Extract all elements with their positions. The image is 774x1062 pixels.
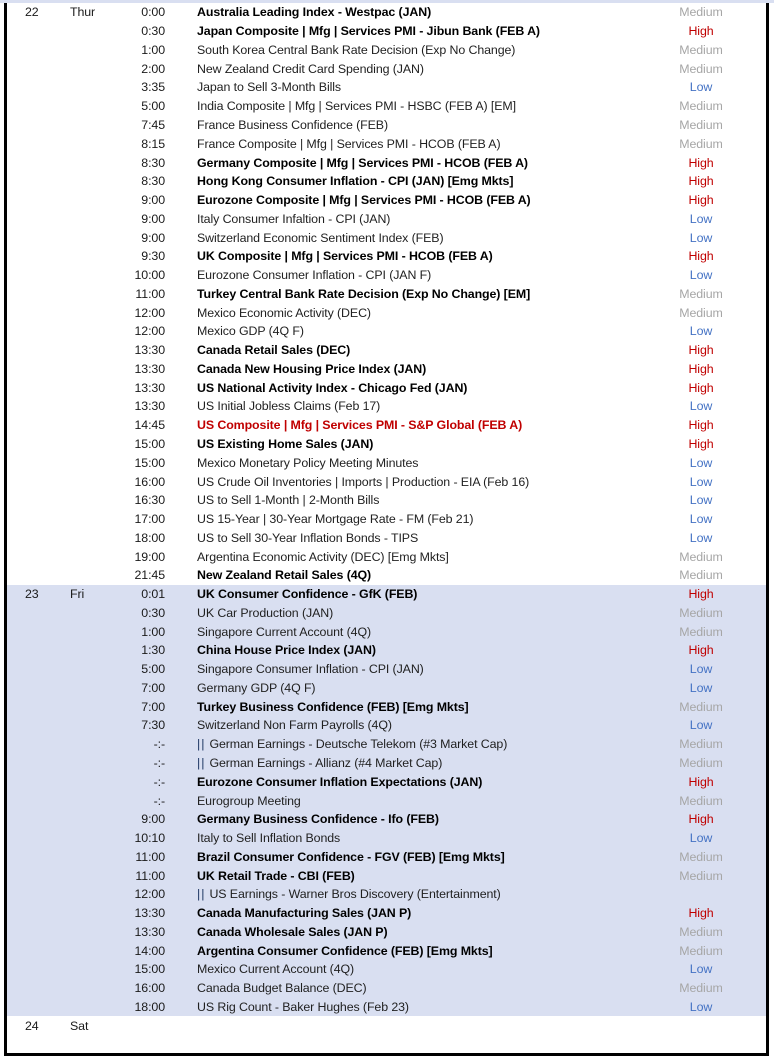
event-title-text: Argentina Consumer Confidence (FEB) [Emg Mkts] xyxy=(197,943,493,958)
event-title-text: France Business Confidence (FEB) xyxy=(197,117,389,132)
event-title xyxy=(197,756,636,770)
event-row[interactable] xyxy=(7,435,766,454)
event-title-text: Italy Consumer Infaltion - CPI (JAN) xyxy=(197,211,391,226)
importance-level: High xyxy=(688,361,714,376)
event-time: 0:01 xyxy=(141,587,165,602)
event-title-text: UK Composite | Mfg | Services PMI - HCOB (FEB A) xyxy=(197,249,493,264)
importance-level: Low xyxy=(689,662,713,677)
event-row[interactable] xyxy=(7,510,766,529)
event-time: 12:00 xyxy=(134,324,165,339)
event-row[interactable] xyxy=(7,547,766,566)
event-title xyxy=(197,850,636,864)
event-time: 9:00 xyxy=(141,193,165,208)
event-title xyxy=(197,231,636,245)
event-title xyxy=(197,249,636,263)
event-time: 15:00 xyxy=(134,962,165,977)
event-title xyxy=(197,137,636,151)
event-row[interactable] xyxy=(7,923,766,942)
event-time: 11:00 xyxy=(135,849,165,864)
event-title-text: German Earnings - Deutsche Telekom (#3 Market Cap) xyxy=(209,737,508,752)
importance-level: High xyxy=(688,587,714,602)
event-title xyxy=(197,62,636,76)
event-title-text: France Composite | Mfg | Services PMI - HCOB (FEB A) xyxy=(197,136,501,151)
day-name: Sat xyxy=(70,1018,89,1033)
importance-level: High xyxy=(688,774,714,789)
event-row[interactable] xyxy=(7,22,766,41)
event-time: 7:30 xyxy=(141,718,165,733)
importance-level: Low xyxy=(689,680,713,695)
event-title xyxy=(197,625,636,639)
earnings-pipe-marker: || xyxy=(197,737,206,752)
event-time: 16:00 xyxy=(134,474,165,489)
event-time: 12:00 xyxy=(134,887,165,902)
event-title-text: Japan to Sell 3-Month Bills xyxy=(197,80,341,95)
event-title-text: Switzerland Economic Sentiment Index (FEB) xyxy=(197,230,444,245)
importance-level: Low xyxy=(689,474,713,489)
event-title xyxy=(197,643,636,657)
event-time: 1:30 xyxy=(141,643,165,658)
event-row[interactable] xyxy=(7,641,766,660)
event-title xyxy=(197,80,636,94)
event-time: 8:30 xyxy=(141,155,165,170)
event-title-text: Canada Budget Balance (DEC) xyxy=(197,981,367,996)
event-row[interactable] xyxy=(7,303,766,322)
event-time: 16:30 xyxy=(134,493,165,508)
event-title-text: UK Retail Trade - CBI (FEB) xyxy=(197,868,355,883)
earnings-pipe-marker: || xyxy=(197,756,206,770)
importance-level: Medium xyxy=(679,99,723,114)
event-title xyxy=(197,399,636,413)
event-title xyxy=(197,306,636,320)
event-time: 18:00 xyxy=(134,530,165,545)
event-title xyxy=(197,381,636,395)
event-row[interactable] xyxy=(7,453,766,472)
importance-level: Medium xyxy=(679,568,723,583)
event-title xyxy=(197,118,636,132)
event-time: -:- xyxy=(153,793,165,808)
importance-level: Low xyxy=(689,530,713,545)
event-time: 1:00 xyxy=(141,624,165,639)
event-time: 7:00 xyxy=(141,699,165,714)
event-title xyxy=(197,193,636,207)
event-time: 17:00 xyxy=(134,512,165,527)
event-title xyxy=(197,775,636,789)
event-row[interactable] xyxy=(7,528,766,547)
event-title-text: Canada New Housing Price Index (JAN) xyxy=(197,361,427,376)
event-time: 0:00 xyxy=(141,5,165,20)
event-title xyxy=(197,831,636,845)
event-title xyxy=(197,1000,636,1014)
event-row[interactable] xyxy=(7,829,766,848)
event-time: -:- xyxy=(153,774,165,789)
event-title-text: UK Car Production (JAN) xyxy=(197,605,334,620)
event-title xyxy=(197,418,636,432)
event-row[interactable] xyxy=(7,472,766,491)
importance-level: High xyxy=(688,193,714,208)
event-title-text: German Earnings - Allianz (#4 Market Cap) xyxy=(209,756,443,770)
event-row[interactable] xyxy=(7,191,766,210)
importance-level: Medium xyxy=(679,981,723,996)
event-title xyxy=(197,550,636,564)
event-title xyxy=(197,174,636,188)
event-row[interactable] xyxy=(7,97,766,116)
event-title xyxy=(197,362,636,376)
event-title-text: Eurozone Consumer Inflation - CPI (JAN F) xyxy=(197,268,432,283)
event-time: 19:00 xyxy=(134,549,165,564)
event-title-text: Canada Manufacturing Sales (JAN P) xyxy=(197,906,412,921)
event-row[interactable] xyxy=(7,228,766,247)
importance-level: Low xyxy=(689,999,713,1014)
event-title xyxy=(197,906,636,920)
importance-level: Medium xyxy=(679,286,723,301)
event-time: 13:30 xyxy=(134,399,165,414)
importance-level: Medium xyxy=(679,136,723,151)
importance-level: Medium xyxy=(679,549,723,564)
event-title xyxy=(197,681,636,695)
event-time: 14:45 xyxy=(134,418,165,433)
event-title xyxy=(197,512,636,526)
event-row[interactable] xyxy=(7,622,766,641)
event-row[interactable] xyxy=(7,322,766,341)
event-time: 2:00 xyxy=(141,61,165,76)
event-title xyxy=(197,568,636,582)
event-title xyxy=(197,794,636,808)
event-title-text: Canada Wholesale Sales (JAN P) xyxy=(197,924,388,939)
event-title-text: Germany GDP (4Q F) xyxy=(197,680,316,695)
event-title xyxy=(197,531,636,545)
event-time: 0:30 xyxy=(141,24,165,39)
event-row[interactable] xyxy=(7,604,766,623)
event-row[interactable] xyxy=(7,585,766,604)
event-title xyxy=(197,5,636,19)
importance-level: Low xyxy=(689,831,713,846)
event-row[interactable] xyxy=(7,491,766,510)
event-row[interactable] xyxy=(7,847,766,866)
event-title xyxy=(197,662,636,676)
event-row[interactable] xyxy=(7,660,766,679)
importance-level: Medium xyxy=(679,5,723,20)
calendar-table xyxy=(4,3,769,1056)
event-row[interactable] xyxy=(7,697,766,716)
event-row[interactable] xyxy=(7,960,766,979)
event-row[interactable] xyxy=(7,134,766,153)
event-row[interactable] xyxy=(7,153,766,172)
event-title-text: Japan Composite | Mfg | Services PMI - Jibun Bank (FEB A) xyxy=(197,24,540,39)
event-title-text: India Composite | Mfg | Services PMI - HSBC (FEB A) [EM] xyxy=(197,99,516,114)
event-row[interactable] xyxy=(7,904,766,923)
event-time: 18:00 xyxy=(134,999,165,1014)
event-time: 3:35 xyxy=(141,80,165,95)
event-row[interactable] xyxy=(7,754,766,773)
importance-level: High xyxy=(688,249,714,264)
event-time: 8:30 xyxy=(141,174,165,189)
importance-level: Low xyxy=(689,493,713,508)
event-title-text: Germany Business Confidence - Ifo (FEB) xyxy=(197,812,439,827)
importance-level: Medium xyxy=(679,737,723,752)
event-title xyxy=(197,944,636,958)
event-row[interactable] xyxy=(7,209,766,228)
event-time: 5:00 xyxy=(141,99,165,114)
event-time: 16:00 xyxy=(134,981,165,996)
day-name: Thur xyxy=(70,5,96,20)
event-title xyxy=(197,437,636,451)
event-time: -:- xyxy=(153,737,165,752)
event-title-text: Mexico Current Account (4Q) xyxy=(197,962,355,977)
importance-level: Medium xyxy=(679,61,723,76)
event-title-text: Argentina Economic Activity (DEC) [Emg Mkts] xyxy=(197,549,449,564)
event-time: -:- xyxy=(153,756,165,770)
event-title-text: Eurozone Consumer Inflation Expectations (JAN) xyxy=(197,774,483,789)
event-row[interactable] xyxy=(7,566,766,585)
importance-level: Medium xyxy=(679,699,723,714)
event-title xyxy=(197,24,636,38)
event-time: 7:45 xyxy=(141,117,165,132)
event-title-text: US to Sell 30-Year Inflation Bonds - TIPS xyxy=(197,530,419,545)
importance-level: Low xyxy=(689,268,713,283)
event-title xyxy=(197,99,636,113)
event-time: 13:30 xyxy=(134,924,165,939)
event-row[interactable] xyxy=(7,885,766,904)
importance-level: Low xyxy=(689,230,713,245)
event-time: 10:00 xyxy=(134,268,165,283)
event-title-text: Mexico GDP (4Q F) xyxy=(197,324,304,339)
event-time: 21:45 xyxy=(134,568,165,583)
event-title xyxy=(197,700,636,714)
event-row[interactable] xyxy=(7,941,766,960)
event-title-text: US Earnings - Warner Bros Discovery (Entertainment) xyxy=(209,887,501,902)
importance-level: High xyxy=(688,436,714,451)
importance-level: High xyxy=(688,812,714,827)
event-row[interactable] xyxy=(7,735,766,754)
event-row[interactable] xyxy=(7,397,766,416)
event-row[interactable] xyxy=(7,998,766,1017)
event-title-text: Germany Composite | Mfg | Services PMI - HCOB (FEB A) xyxy=(197,155,528,170)
event-row[interactable] xyxy=(7,679,766,698)
event-row[interactable] xyxy=(7,979,766,998)
event-title xyxy=(197,606,636,620)
event-title-text: US Crude Oil Inventories | Imports | Production - EIA (Feb 16) xyxy=(197,474,530,489)
event-row[interactable] xyxy=(7,266,766,285)
event-time: 1:00 xyxy=(141,42,165,57)
event-title xyxy=(197,456,636,470)
day-number: 23 xyxy=(25,587,39,602)
event-row[interactable] xyxy=(7,378,766,397)
event-row[interactable] xyxy=(7,416,766,435)
event-title xyxy=(197,887,636,901)
importance-level: Medium xyxy=(679,305,723,320)
event-title-text: US Composite | Mfg | Services PMI - S&P Global (FEB A) xyxy=(197,418,523,433)
importance-level: High xyxy=(688,906,714,921)
importance-level: Medium xyxy=(679,849,723,864)
event-row[interactable] xyxy=(7,360,766,379)
importance-level: Medium xyxy=(679,924,723,939)
event-title-text: US Initial Jobless Claims (Feb 17) xyxy=(197,399,381,414)
event-title-text: UK Consumer Confidence - GfK (FEB) xyxy=(197,587,418,602)
event-time: 7:00 xyxy=(141,680,165,695)
importance-level: Low xyxy=(689,324,713,339)
importance-level: Medium xyxy=(679,868,723,883)
event-title-text: South Korea Central Bank Rate Decision (Exp No Change) xyxy=(197,42,516,57)
importance-level: Medium xyxy=(679,793,723,808)
event-time: 5:00 xyxy=(141,662,165,677)
event-title-text: Eurogroup Meeting xyxy=(197,793,301,808)
importance-level: Medium xyxy=(679,624,723,639)
event-title-text: Singapore Consumer Inflation - CPI (JAN) xyxy=(197,662,424,677)
importance-level: Medium xyxy=(679,756,723,770)
event-title-text: Switzerland Non Farm Payrolls (4Q) xyxy=(197,718,392,733)
event-title-text: Turkey Business Confidence (FEB) [Emg Mkts] xyxy=(197,699,469,714)
event-row[interactable] xyxy=(7,247,766,266)
event-time: 13:30 xyxy=(134,906,165,921)
event-row[interactable] xyxy=(7,78,766,97)
event-title xyxy=(197,812,636,826)
event-title xyxy=(197,493,636,507)
event-row[interactable] xyxy=(7,341,766,360)
event-row[interactable] xyxy=(7,716,766,735)
event-time: 13:30 xyxy=(134,380,165,395)
event-title xyxy=(197,475,636,489)
event-row[interactable] xyxy=(7,772,766,791)
event-time: 13:30 xyxy=(134,343,165,358)
event-title xyxy=(197,268,636,282)
event-row[interactable] xyxy=(7,3,766,22)
event-title-text: Mexico Economic Activity (DEC) xyxy=(197,305,371,320)
event-row[interactable] xyxy=(7,866,766,885)
event-time: 12:00 xyxy=(134,305,165,320)
event-title xyxy=(197,43,636,57)
event-title xyxy=(197,156,636,170)
day-name: Fri xyxy=(70,587,85,602)
event-title-text: Singapore Current Account (4Q) xyxy=(197,624,372,639)
event-title-text: Mexico Monetary Policy Meeting Minutes xyxy=(197,455,419,470)
importance-level: Low xyxy=(689,211,713,226)
importance-level: High xyxy=(688,174,714,189)
event-title-text: US National Activity Index - Chicago Fed (JAN) xyxy=(197,380,468,395)
event-time: 9:30 xyxy=(141,249,165,264)
event-row[interactable] xyxy=(7,172,766,191)
event-title-text: Canada Retail Sales (DEC) xyxy=(197,343,351,358)
event-row[interactable] xyxy=(7,284,766,303)
event-row[interactable] xyxy=(7,116,766,135)
event-title-text: China House Price Index (JAN) xyxy=(197,643,376,658)
event-time: 10:10 xyxy=(134,831,165,846)
event-title-text: US Rig Count - Baker Hughes (Feb 23) xyxy=(197,999,409,1014)
importance-level: Medium xyxy=(679,117,723,132)
event-title-text: US Existing Home Sales (JAN) xyxy=(197,436,374,451)
event-time: 11:00 xyxy=(135,868,165,883)
importance-level: Medium xyxy=(679,605,723,620)
event-time: 14:00 xyxy=(134,943,165,958)
day-number: 22 xyxy=(25,5,39,20)
event-time: 15:00 xyxy=(134,455,165,470)
importance-level: High xyxy=(688,24,714,39)
day-number: 24 xyxy=(25,1018,39,1033)
event-title-text: Hong Kong Consumer Inflation - CPI (JAN) [Emg Mkts] xyxy=(197,174,514,189)
importance-level: Low xyxy=(689,718,713,733)
importance-level: Medium xyxy=(679,42,723,57)
event-row[interactable] xyxy=(7,59,766,78)
event-title xyxy=(197,718,636,732)
event-title-text: New Zealand Retail Sales (4Q) xyxy=(197,568,372,583)
importance-level: Low xyxy=(689,962,713,977)
importance-level: High xyxy=(688,155,714,170)
event-title xyxy=(197,925,636,939)
event-time: 13:30 xyxy=(134,361,165,376)
event-title-text: US to Sell 1-Month | 2-Month Bills xyxy=(197,493,380,508)
event-title xyxy=(197,212,636,226)
event-title xyxy=(197,962,636,976)
event-time: 11:00 xyxy=(135,286,165,301)
event-row[interactable] xyxy=(7,41,766,60)
event-title-text: Brazil Consumer Confidence - FGV (FEB) [Emg Mkts] xyxy=(197,849,505,864)
event-row[interactable] xyxy=(7,810,766,829)
importance-level: Low xyxy=(689,455,713,470)
event-title-text: Eurozone Composite | Mfg | Services PMI - HCOB (FEB A) xyxy=(197,193,531,208)
event-title xyxy=(197,587,636,601)
importance-level: High xyxy=(688,343,714,358)
event-time: 15:00 xyxy=(134,436,165,451)
event-time: 9:00 xyxy=(141,211,165,226)
event-time: 8:15 xyxy=(141,136,165,151)
event-title xyxy=(197,287,636,301)
importance-level: High xyxy=(688,380,714,395)
event-title xyxy=(197,324,636,338)
event-time: 9:00 xyxy=(141,230,165,245)
event-title xyxy=(197,343,636,357)
event-title-text: Turkey Central Bank Rate Decision (Exp No Change) [EM] xyxy=(197,286,531,301)
event-title-text: Australia Leading Index - Westpac (JAN) xyxy=(197,5,432,20)
earnings-pipe-marker: || xyxy=(197,887,206,902)
event-row[interactable] xyxy=(7,791,766,810)
importance-level: High xyxy=(688,418,714,433)
importance-level: Low xyxy=(689,399,713,414)
importance-level: Medium xyxy=(679,943,723,958)
importance-level: Low xyxy=(689,80,713,95)
importance-level: Low xyxy=(689,512,713,527)
event-title xyxy=(197,737,636,751)
event-time: 0:30 xyxy=(141,605,165,620)
event-time: 9:00 xyxy=(141,812,165,827)
event-title-text: New Zealand Credit Card Spending (JAN) xyxy=(197,61,424,76)
day-row[interactable] xyxy=(7,1016,766,1035)
event-title-text: US 15-Year | 30-Year Mortgage Rate - FM (Feb 21) xyxy=(197,512,474,527)
event-title-text: Italy to Sell Inflation Bonds xyxy=(197,831,341,846)
event-title xyxy=(197,981,636,995)
importance-level: High xyxy=(688,643,714,658)
event-title xyxy=(197,869,636,883)
